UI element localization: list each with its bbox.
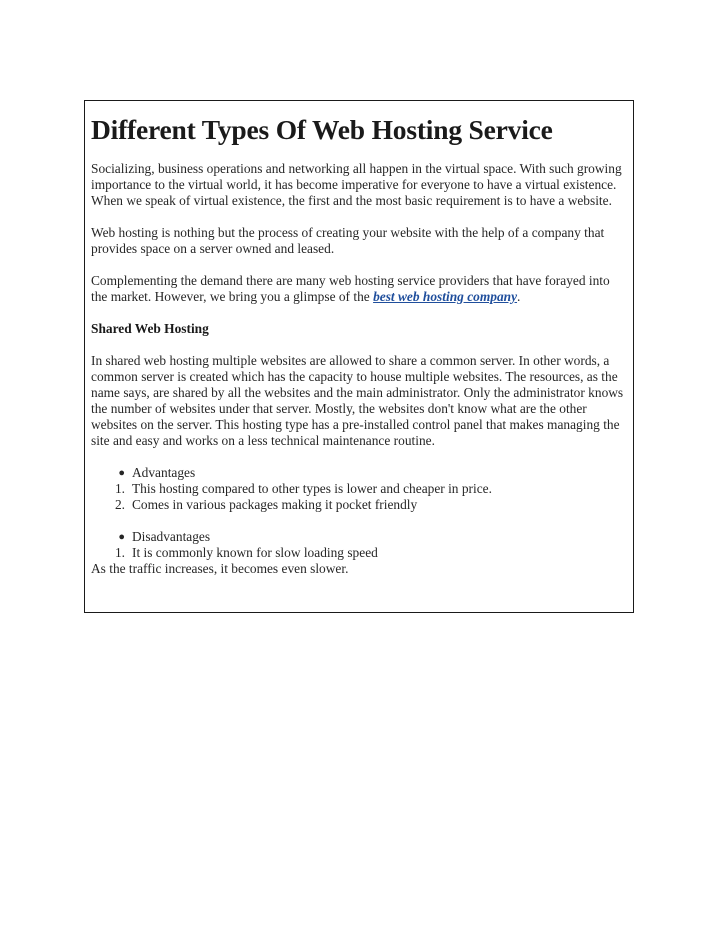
- disadvantages-numbered-list: [91, 545, 627, 561]
- list-number: 1.: [114, 481, 125, 496]
- list-item: [91, 481, 627, 497]
- complement-text: Complementing the demand there are many web hosting service providers that have forayed into the market. However, we bring you a glimpse of the: [91, 273, 610, 304]
- section-body: In shared web hosting multiple websites are allowed to share a common server. In other words, a common server is created which has the capacity to house multiple websites. The resources, as the name says, are shared by all the websites and the main administrator. Only the administrator knows the number of websites under that server. Mostly, the websites don't know what are the other websites on the server. This hosting type has a pre-installed control panel that makes managing the site and easy and works on a less technical maintenance routine.: [91, 353, 624, 448]
- list-item: [91, 545, 627, 561]
- definition-paragraph: Web hosting is nothing but the process of creating your website with the help of a company that provides space on a server owned and leased.: [91, 225, 605, 256]
- best-web-hosting-link[interactable]: best web hosting company: [373, 289, 518, 304]
- intro-paragraph: Socializing, business operations and networking all happen in the virtual space. With such growing importance to the virtual world, it has become imperative for everyone to have a virtual existence. When we speak of virtual existence, the first and the most basic requirement is to have a website.: [91, 161, 622, 208]
- list-item-text: This hosting compared to other types is lower and cheaper in price.: [132, 481, 492, 496]
- disadvantages-list: [91, 529, 627, 545]
- list-number: 1.: [114, 545, 125, 560]
- document-frame: [84, 100, 634, 613]
- advantages-list: [91, 465, 627, 481]
- list-item-text: It is commonly known for slow loading speed: [132, 545, 378, 560]
- page-title: Different Types Of Web Hosting Service: [91, 114, 553, 145]
- closing-line: As the traffic increases, it becomes even slower.: [91, 561, 349, 576]
- complement-period: .: [517, 289, 521, 304]
- bullet-icon: ●: [118, 531, 125, 543]
- list-gap: [91, 513, 627, 529]
- advantages-bullet-item: [91, 465, 627, 481]
- section-heading: Shared Web Hosting: [91, 321, 209, 336]
- bullet-icon: ●: [118, 467, 125, 479]
- list-number: 2.: [114, 497, 125, 512]
- advantages-label: Advantages: [132, 465, 196, 480]
- complement-paragraph: [91, 273, 627, 305]
- advantages-numbered-list: [91, 481, 627, 513]
- list-item-text: Comes in various packages making it pocket friendly: [132, 497, 418, 512]
- list-item: [91, 497, 627, 513]
- disadvantages-bullet-item: [91, 529, 627, 545]
- disadvantages-label: Disadvantages: [132, 529, 211, 544]
